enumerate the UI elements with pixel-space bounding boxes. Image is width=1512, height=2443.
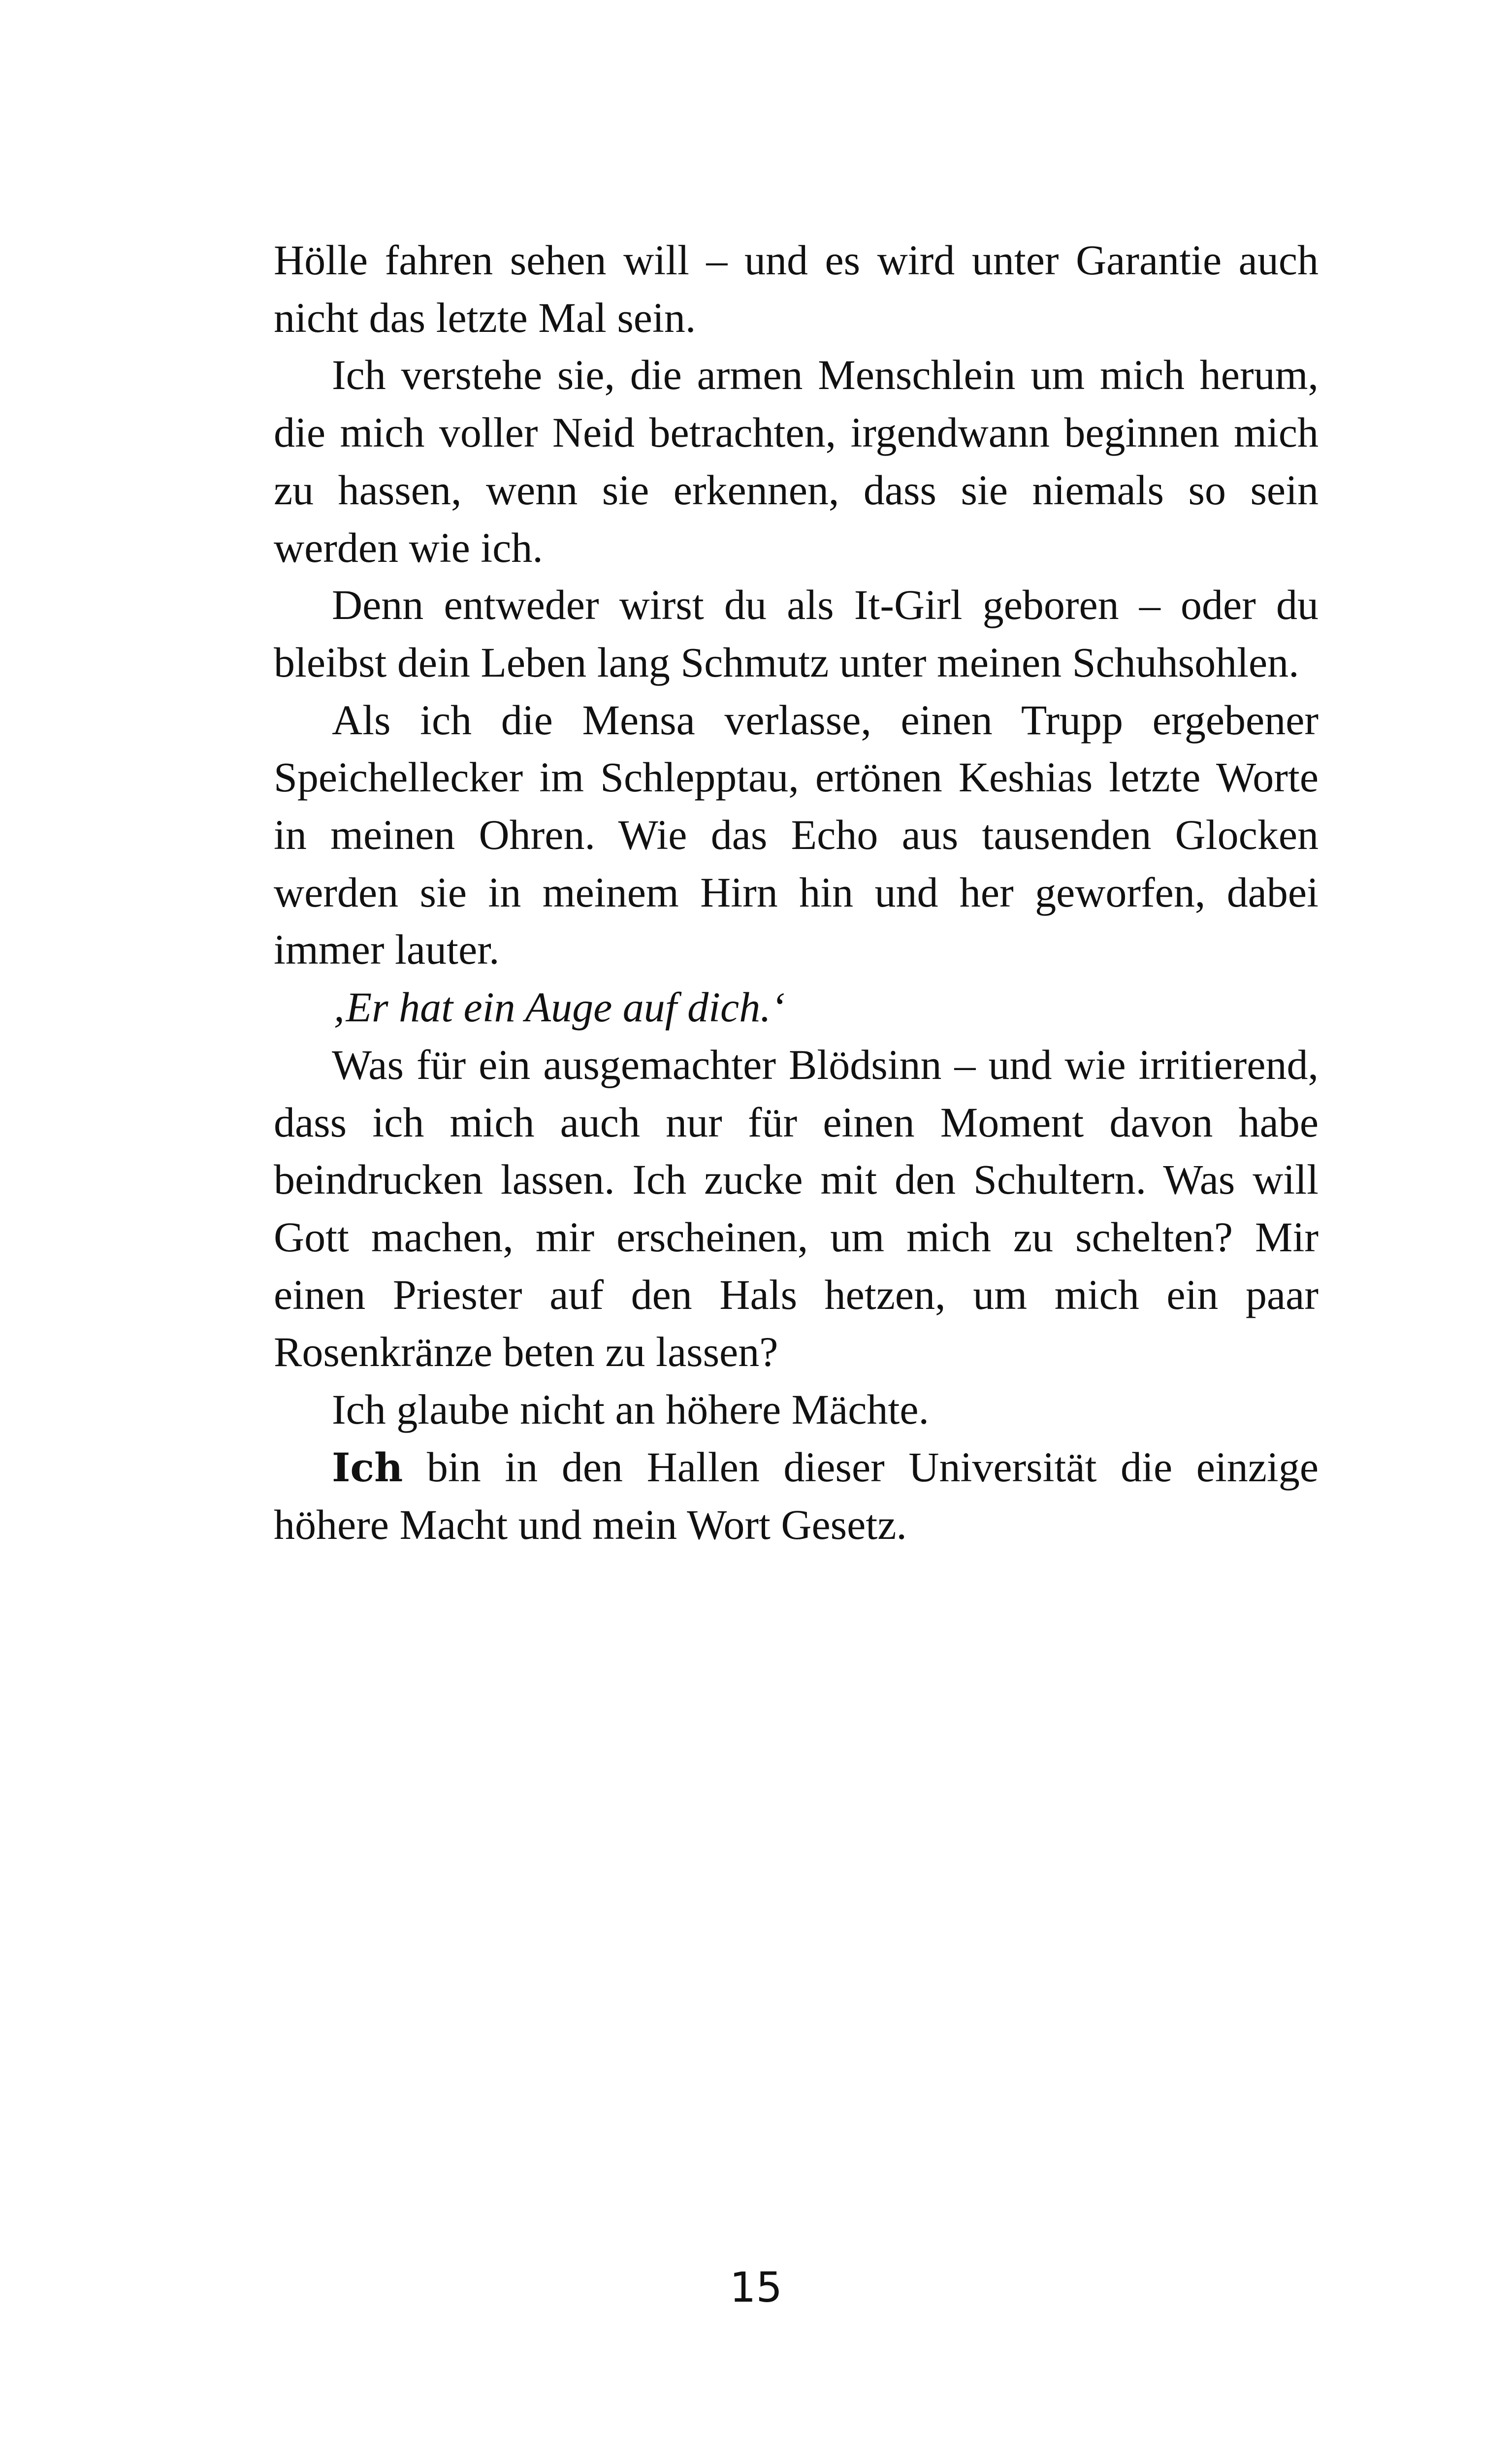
body-text (274, 231, 1319, 1554)
paragraph: Als ich die Mensa verlasse, einen Trupp ergebener Speichellecker im Schlepptau, ertönen Keshias letzte Worte in meinen Ohren. Wie das Echo aus tausenden Glocken werden sie in meinem Hirn hin und her geworfen, dabei immer lauter. (274, 696, 1319, 974)
paragraph: Ich glaube nicht an höhere Mächte. (332, 1386, 930, 1433)
italic-quote-paragraph: ‚Er hat ein Auge auf dich.‘ (332, 983, 785, 1031)
paragraph: Was für ein ausgemachter Blödsinn – und wie irritierend, dass ich mich auch nur für einen Moment davon habe beindrucken lassen. Ich zucke mit den Schultern. Was will Gott machen, mir erscheinen, um mich zu schelten? Mir einen Priester auf den Hals hetzen, um mich ein paar Rosenkränze beten zu lassen? (274, 1041, 1319, 1376)
final-paragraph (274, 1438, 1319, 1554)
final-paragraph-text: bin in den Hallen dieser Universität die einzige höhere Macht und mein Wort Gesetz. (274, 1443, 1319, 1549)
page-number: 15 (730, 2263, 782, 2312)
paragraph: Denn entweder wirst du als It-Girl geboren – oder du bleibst dein Leben lang Schmutz unter meinen Schuhsohlen. (274, 581, 1319, 686)
paragraph: Hölle fahren sehen will – und es wird unter Garantie auch nicht das letzte Mal sein. (274, 236, 1319, 341)
paragraph: Ich verstehe sie, die armen Menschlein um mich herum, die mich voller Neid betrachten, irgendwann beginnen mich zu hassen, wenn sie erkennen, dass sie niemals so sein werden wie ich. (274, 351, 1319, 571)
bold-emphasis-word: Ich (332, 1444, 403, 1491)
